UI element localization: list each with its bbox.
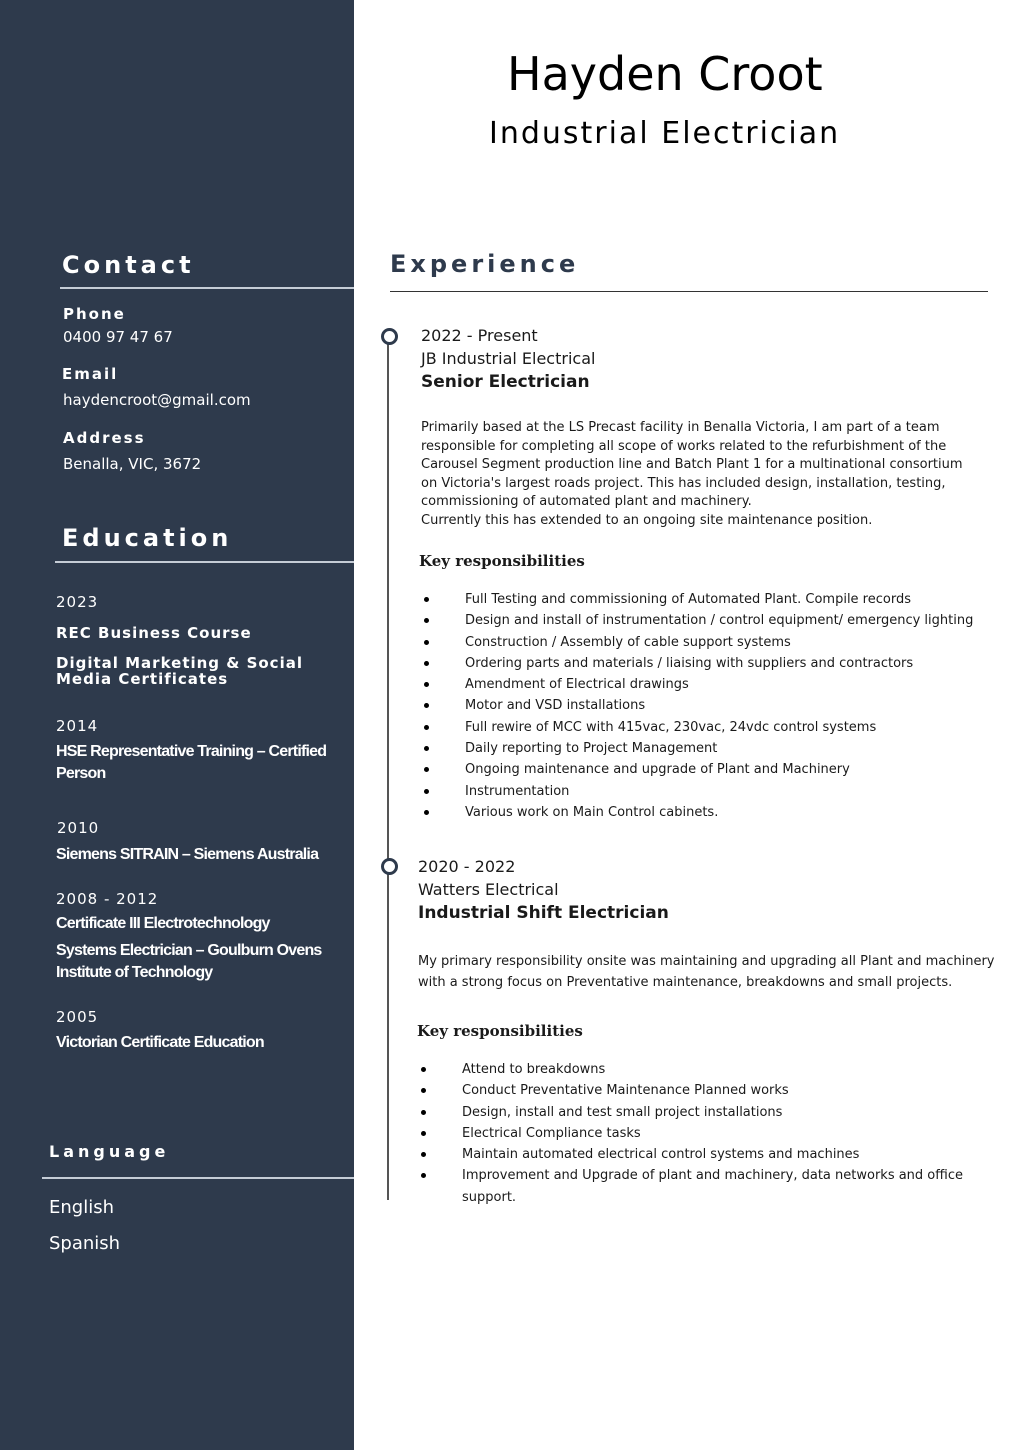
timeline-line: [387, 336, 389, 1200]
edu-year-2010: 2010: [57, 819, 100, 837]
edu-item: HSE Representative Training – Certified: [56, 743, 327, 760]
job-years: 2020 - 2022: [418, 857, 516, 876]
contact-heading: Contact: [62, 251, 195, 279]
list-item: Design, install and test small project installations: [417, 1102, 977, 1123]
job-description: Primarily based at the LS Precast facility in Benalla Victoria, I am part of a team responsible for completing all scope of works related to the refurbishment of the Carousel Segment production line and Batch Plant 1 for a multinational consortium on Victoria's largest roads project. This has included design, installation, testing, commissioning of automated plant and machinery.: [421, 420, 963, 510]
list-item: Various work on Main Control cabinets.: [420, 802, 1000, 823]
phone-label: Phone: [63, 305, 126, 323]
phone-value[interactable]: 0400 97 47 67: [63, 328, 173, 346]
list-item: Electrical Compliance tasks: [417, 1123, 977, 1144]
experience-heading: Experience: [390, 250, 580, 278]
list-item: Improvement and Upgrade of plant and machinery, data networks and office support.: [417, 1165, 977, 1208]
email-label: Email: [62, 365, 119, 383]
list-item: Attend to breakdowns: [417, 1059, 977, 1080]
list-item: Full Testing and commissioning of Automated Plant. Compile records: [420, 589, 1000, 610]
edu-item: Digital Marketing & Social: [56, 654, 303, 672]
edu-item: REC Business Course: [56, 624, 252, 642]
sidebar: [0, 0, 354, 1450]
edu-item: Media Certificates: [56, 670, 229, 688]
language-divider: [42, 1177, 354, 1179]
timeline-node: [381, 858, 398, 875]
job-title: Senior Electrician: [421, 372, 590, 392]
job-years: 2022 - Present: [421, 326, 538, 345]
edu-year-2014: 2014: [56, 717, 99, 735]
list-item: Instrumentation: [420, 781, 1000, 802]
responsibilities-list: [420, 589, 1000, 823]
list-item: Maintain automated electrical control systems and machines: [417, 1144, 977, 1165]
job-company: JB Industrial Electrical: [421, 349, 596, 368]
list-item: Conduct Preventative Maintenance Planned works: [417, 1080, 977, 1101]
candidate-role: Industrial Electrician: [489, 116, 841, 151]
list-item: Ongoing maintenance and upgrade of Plant and Machinery: [420, 759, 1000, 780]
education-divider: [55, 561, 354, 563]
edu-item: Certificate III Electrotechnology: [56, 915, 270, 932]
address-value: Benalla, VIC, 3672: [63, 455, 202, 473]
list-item: Full rewire of MCC with 415vac, 230vac, 24vdc control systems: [420, 717, 1000, 738]
language-item: Spanish: [49, 1233, 121, 1254]
edu-item: Person: [56, 765, 106, 782]
list-item: Amendment of Electrical drawings: [420, 674, 1000, 695]
edu-year-2023: 2023: [56, 593, 99, 611]
edu-year-2005: 2005: [56, 1008, 99, 1026]
key-responsibilities-heading: Key responsibilities: [419, 552, 585, 570]
contact-divider: [60, 287, 354, 289]
edu-item: Siemens SITRAIN – Siemens Australia: [56, 846, 319, 863]
edu-item: Institute of Technology: [56, 964, 213, 981]
list-item: Design and install of instrumentation / control equipment/ emergency lighting: [420, 610, 1000, 631]
list-item: Motor and VSD installations: [420, 695, 1000, 716]
list-item: Construction / Assembly of cable support systems: [420, 632, 1000, 653]
language-item: English: [49, 1197, 114, 1218]
edu-item: Victorian Certificate Education: [56, 1034, 264, 1051]
edu-year-2008: 2008 - 2012: [56, 890, 159, 908]
list-item: Ordering parts and materials / liaising with suppliers and contractors: [420, 653, 1000, 674]
job-description: My primary responsibility onsite was maintaining and upgrading all Plant and machinery with a strong focus on Preventative maintenance, breakdowns and small projects.: [418, 954, 995, 990]
candidate-name: Hayden Croot: [507, 47, 823, 101]
job-description-extra: Currently this has extended to an ongoing site maintenance position.: [421, 513, 873, 528]
list-item: Daily reporting to Project Management: [420, 738, 1000, 759]
job-title: Industrial Shift Electrician: [418, 903, 669, 923]
job-company: Watters Electrical: [418, 880, 559, 899]
responsibilities-list: [417, 1059, 977, 1208]
language-heading: Language: [49, 1142, 170, 1161]
education-heading: Education: [62, 524, 233, 552]
experience-divider: [390, 291, 988, 292]
key-responsibilities-heading: Key responsibilities: [417, 1022, 583, 1040]
timeline-node: [381, 328, 398, 345]
address-label: Address: [63, 429, 146, 447]
email-value[interactable]: haydencroot@gmail.com: [63, 391, 251, 409]
edu-item: Systems Electrician – Goulburn Ovens: [56, 942, 322, 959]
